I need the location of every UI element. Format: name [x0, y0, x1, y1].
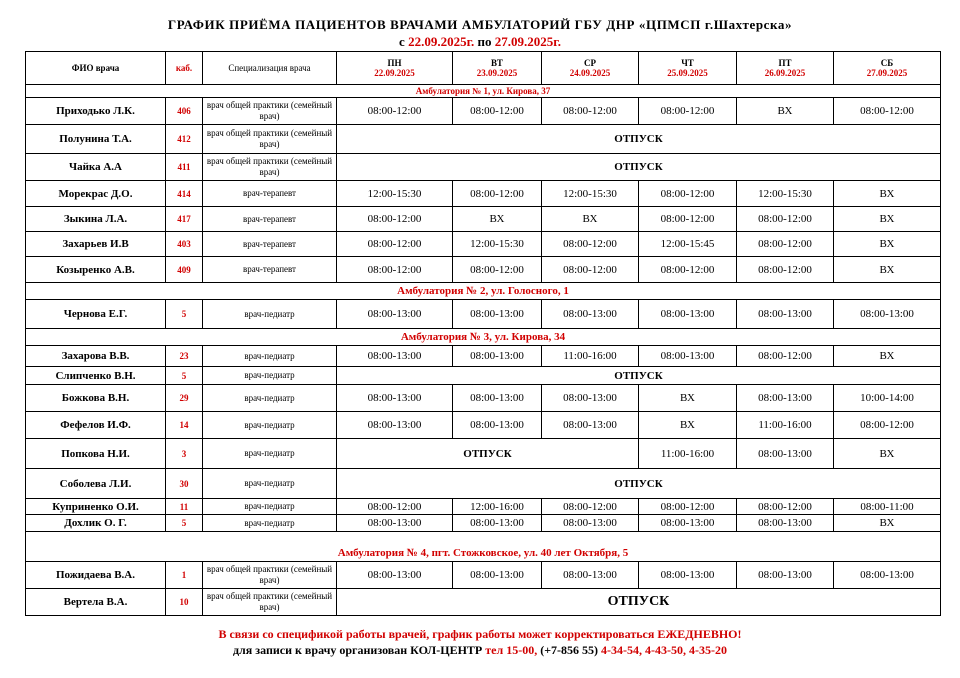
doctor-row [26, 257, 941, 283]
schedule-cell: ВХ [834, 257, 941, 283]
day-date: 24.09.2025 [569, 68, 611, 78]
room-number: 406 [166, 98, 203, 125]
day-date: 23.09.2025 [476, 68, 518, 78]
doctor-name: Захарова В.В. [26, 346, 166, 367]
schedule-cell: 08:00-13:00 [639, 515, 737, 532]
schedule-cell: 08:00-13:00 [737, 562, 834, 589]
section-row [26, 85, 941, 98]
schedule-cell: 08:00-12:00 [639, 98, 737, 125]
schedule-cell: 08:00-12:00 [737, 499, 834, 515]
schedule-cell: 11:00-16:00 [639, 439, 737, 469]
call-prefix: для записи к врачу организован КОЛ-ЦЕНТР [232, 643, 483, 657]
schedule-cell: 08:00-12:00 [639, 499, 737, 515]
schedule-cell: 08:00-13:00 [337, 412, 453, 439]
room-number: 14 [166, 412, 203, 439]
schedule-cell: 08:00-13:00 [337, 562, 453, 589]
schedule-cell: 08:00-12:00 [542, 98, 639, 125]
specialization: врач-педиатр [203, 385, 337, 412]
header-row [26, 52, 941, 85]
day-label: СР [584, 58, 596, 68]
schedule-cell: 08:00-13:00 [542, 562, 639, 589]
schedule-cell: 08:00-12:00 [737, 232, 834, 257]
schedule-cell: ВХ [834, 515, 941, 532]
specialization: врач-педиатр [203, 412, 337, 439]
schedule-cell: 08:00-12:00 [737, 257, 834, 283]
header-day-mon [337, 52, 453, 85]
schedule-cell: ВХ [834, 439, 941, 469]
section-title: Амбулатория № 2, ул. Голосного, 1 [26, 283, 941, 300]
schedule-cell: 08:00-12:00 [337, 499, 453, 515]
specialization: врач-терапевт [203, 232, 337, 257]
schedule-cell: 08:00-12:00 [453, 257, 542, 283]
room-number: 10 [166, 589, 203, 616]
vacation-cell: ОТПУСК [337, 367, 941, 385]
footer-call-center [0, 643, 960, 657]
schedule-cell: ВХ [834, 181, 941, 207]
schedule-cell: 08:00-13:00 [337, 515, 453, 532]
doctor-row [26, 469, 941, 499]
schedule-cell: ВХ [639, 412, 737, 439]
day-label: СБ [880, 58, 894, 68]
schedule-cell: 08:00-12:00 [639, 207, 737, 232]
footer-warning: В связи со спецификой работы врачей, график работы может корректироваться ЕЖЕДНЕВНО! [218, 627, 742, 641]
period-to: 27.09.2025г. [494, 34, 561, 49]
doctor-row [26, 300, 941, 329]
specialization: врач-терапевт [203, 207, 337, 232]
room-number: 30 [166, 469, 203, 499]
doctor-row [26, 439, 941, 469]
period-prefix: с [399, 34, 405, 49]
schedule-cell: 08:00-13:00 [639, 300, 737, 329]
period-from: 22.09.2025г. [408, 34, 475, 49]
doctor-name: Соболева Л.И. [26, 469, 166, 499]
specialization: врач общей практики (семейный врач) [203, 125, 337, 154]
doctor-row [26, 515, 941, 532]
specialization: врач общей практики (семейный врач) [203, 562, 337, 589]
specialization: врач-педиатр [203, 439, 337, 469]
doctor-row [26, 232, 941, 257]
schedule-cell: 08:00-12:00 [542, 232, 639, 257]
day-date: 27.09.2025 [866, 68, 908, 78]
vacation-cell: ОТПУСК [337, 439, 639, 469]
specialization: врач общей практики (семейный врач) [203, 154, 337, 181]
header-day-fri [737, 52, 834, 85]
page-title: ГРАФИК ПРИЁМА ПАЦИЕНТОВ ВРАЧАМИ АМБУЛАТОРИЙ ГБУ ДНР «ЦПМСП г.Шахтерска» [167, 17, 793, 32]
schedule-cell: 08:00-12:00 [453, 181, 542, 207]
vacation-cell: ОТПУСК [337, 125, 941, 154]
schedule-cell: 12:00-16:00 [453, 499, 542, 515]
schedule-cell: 08:00-13:00 [737, 300, 834, 329]
schedule-cell: 08:00-12:00 [737, 207, 834, 232]
room-number: 5 [166, 367, 203, 385]
day-date: 25.09.2025 [667, 68, 708, 78]
room-number: 412 [166, 125, 203, 154]
specialization: врач-педиатр [203, 346, 337, 367]
schedule-cell: 08:00-13:00 [337, 300, 453, 329]
schedule-cell: 08:00-13:00 [737, 439, 834, 469]
doctor-name: Полунина Т.А. [26, 125, 166, 154]
schedule-cell: 08:00-12:00 [737, 346, 834, 367]
room-number: 29 [166, 385, 203, 412]
doctor-row [26, 367, 941, 385]
doctor-row [26, 385, 941, 412]
doctor-name: Чайка А.А [26, 154, 166, 181]
schedule-cell: 08:00-12:00 [834, 98, 941, 125]
doctor-row [26, 98, 941, 125]
room-number: 5 [166, 300, 203, 329]
schedule-cell: 08:00-13:00 [542, 515, 639, 532]
schedule-cell: ВХ [639, 385, 737, 412]
schedule-cell: 08:00-13:00 [542, 412, 639, 439]
section-row [26, 329, 941, 346]
schedule-cell: 11:00-16:00 [737, 412, 834, 439]
header-spec: Специализация врача [203, 52, 337, 85]
specialization: врач общей практики (семейный врач) [203, 98, 337, 125]
doctor-name: Вертела В.А. [26, 589, 166, 616]
schedule-cell: 08:00-13:00 [737, 385, 834, 412]
day-label: ВТ [491, 58, 503, 68]
schedule-cell: ВХ [737, 98, 834, 125]
call-phone: тел 15-00, [485, 643, 538, 657]
doctor-name: Фефелов И.Ф. [26, 412, 166, 439]
room-number: 414 [166, 181, 203, 207]
doctor-name: Зыкина Л.А. [26, 207, 166, 232]
header-room: каб. [166, 52, 203, 85]
call-numbers: 4-34-54, 4-43-50, 4-35-20 [601, 643, 728, 657]
schedule-cell: ВХ [834, 232, 941, 257]
day-date: 22.09.2025 [374, 68, 415, 78]
schedule-cell: ВХ [453, 207, 542, 232]
schedule-cell: 08:00-12:00 [453, 98, 542, 125]
schedule-cell: ВХ [834, 346, 941, 367]
schedule-cell: 12:00-15:30 [737, 181, 834, 207]
doctor-row [26, 499, 941, 515]
schedule-cell: 08:00-12:00 [542, 257, 639, 283]
schedule-cell: ВХ [542, 207, 639, 232]
schedule-cell: 08:00-12:00 [337, 257, 453, 283]
doctor-row [26, 589, 941, 616]
schedule-cell: 10:00-14:00 [834, 385, 941, 412]
specialization: врач-педиатр [203, 300, 337, 329]
period-mid: по [477, 34, 492, 49]
specialization: врач-терапевт [203, 181, 337, 207]
schedule-cell: 08:00-13:00 [542, 385, 639, 412]
schedule-cell: 08:00-13:00 [542, 300, 639, 329]
room-number: 1 [166, 562, 203, 589]
schedule-cell: 08:00-13:00 [453, 385, 542, 412]
room-number: 411 [166, 154, 203, 181]
header-name: ФИО врача [26, 52, 166, 85]
schedule-cell: 08:00-12:00 [639, 181, 737, 207]
schedule-cell: 12:00-15:30 [337, 181, 453, 207]
doctor-name: Куприненко О.И. [26, 499, 166, 515]
schedule-cell: 08:00-13:00 [453, 562, 542, 589]
doctor-name: Захарьев И.В [26, 232, 166, 257]
schedule-cell: 11:00-16:00 [542, 346, 639, 367]
section-title: Амбулатория № 3, ул. Кирова, 34 [26, 329, 941, 346]
section-row [26, 532, 941, 562]
room-number: 11 [166, 499, 203, 515]
doctor-name: Приходько Л.К. [26, 98, 166, 125]
schedule-cell: 08:00-13:00 [453, 515, 542, 532]
doctor-row [26, 181, 941, 207]
schedule-cell: 08:00-11:00 [834, 499, 941, 515]
room-number: 3 [166, 439, 203, 469]
schedule-cell: 08:00-12:00 [639, 257, 737, 283]
schedule-cell: 08:00-12:00 [337, 232, 453, 257]
schedule-cell: 08:00-13:00 [453, 346, 542, 367]
schedule-cell: 08:00-13:00 [834, 562, 941, 589]
doctor-row [26, 562, 941, 589]
doctor-row [26, 125, 941, 154]
day-label: ЧТ [681, 58, 694, 68]
specialization: врач-педиатр [203, 499, 337, 515]
schedule-cell: 08:00-13:00 [834, 300, 941, 329]
section-title: Амбулатория № 1, ул. Кирова, 37 [26, 85, 941, 98]
schedule-cell: ВХ [834, 207, 941, 232]
room-number: 403 [166, 232, 203, 257]
header-day-wed [542, 52, 639, 85]
schedule-cell: 08:00-12:00 [337, 98, 453, 125]
header-day-sat [834, 52, 941, 85]
room-number: 417 [166, 207, 203, 232]
header-day-tue [453, 52, 542, 85]
section-title: Амбулатория № 4, пгт. Стожковское, ул. 40 лет Октября, 5 [26, 532, 941, 562]
room-number: 409 [166, 257, 203, 283]
doctor-name: Пожидаева В.А. [26, 562, 166, 589]
room-number: 5 [166, 515, 203, 532]
doctor-name: Чернова Е.Г. [26, 300, 166, 329]
schedule-cell: 08:00-13:00 [737, 515, 834, 532]
schedule-cell: 08:00-13:00 [453, 412, 542, 439]
schedule-cell: 12:00-15:45 [639, 232, 737, 257]
vacation-cell: ОТПУСК [337, 154, 941, 181]
section-row [26, 283, 941, 300]
schedule-cell: 08:00-13:00 [337, 385, 453, 412]
schedule-cell: 08:00-12:00 [834, 412, 941, 439]
schedule-cell: 08:00-13:00 [453, 300, 542, 329]
specialization: врач общей практики (семейный врач) [203, 589, 337, 616]
schedule-cell: 08:00-12:00 [542, 499, 639, 515]
specialization: врач-терапевт [203, 257, 337, 283]
vacation-cell: ОТПУСК [337, 469, 941, 499]
schedule-cell: 08:00-13:00 [639, 346, 737, 367]
day-date: 26.09.2025 [764, 68, 806, 78]
period-line [0, 34, 960, 49]
doctor-name: Козыренко А.В. [26, 257, 166, 283]
doctor-row [26, 154, 941, 181]
doctor-row [26, 207, 941, 232]
specialization: врач-педиатр [203, 515, 337, 532]
doctor-name: Слипченко В.Н. [26, 367, 166, 385]
schedule-cell: 12:00-15:30 [453, 232, 542, 257]
header-day-thu [639, 52, 737, 85]
schedule-cell: 12:00-15:30 [542, 181, 639, 207]
schedule-cell: 08:00-13:00 [337, 346, 453, 367]
specialization: врач-педиатр [203, 367, 337, 385]
call-code: (+7-856 55) [540, 643, 599, 657]
specialization: врач-педиатр [203, 469, 337, 499]
doctor-name: Морекрас Д.О. [26, 181, 166, 207]
schedule-cell: 08:00-12:00 [337, 207, 453, 232]
room-number: 23 [166, 346, 203, 367]
day-label: ПН [387, 58, 402, 68]
doctor-row [26, 412, 941, 439]
doctor-name: Божкова В.Н. [26, 385, 166, 412]
doctor-row [26, 346, 941, 367]
doctor-name: Дохлик О. Г. [26, 515, 166, 532]
vacation-cell: ОТПУСК [337, 589, 941, 616]
schedule-cell: 08:00-13:00 [639, 562, 737, 589]
doctor-name: Попкова Н.И. [26, 439, 166, 469]
schedule-table [25, 51, 941, 616]
day-label: ПТ [778, 58, 792, 68]
